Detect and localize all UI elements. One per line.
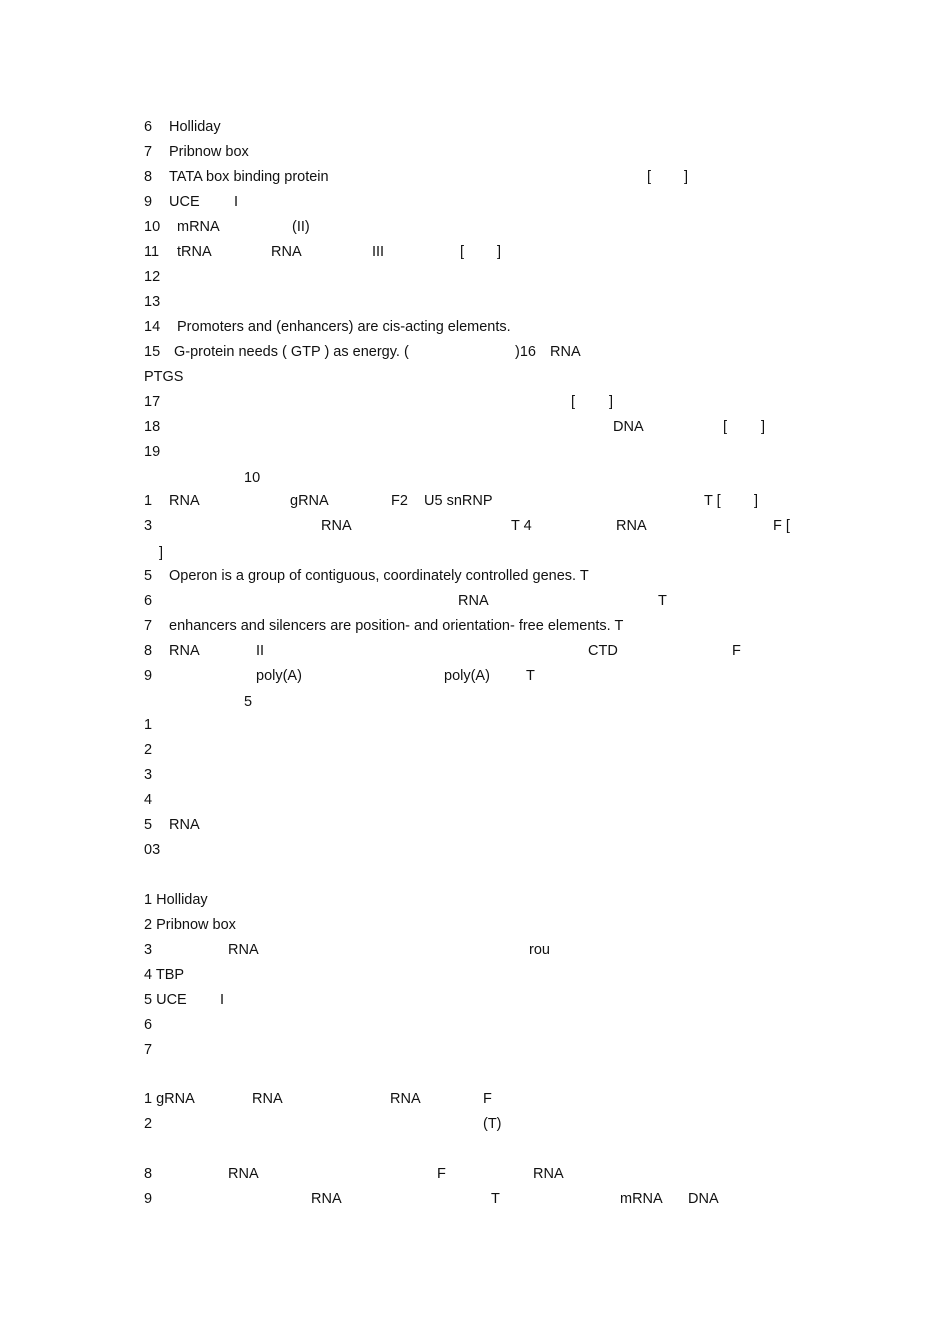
text-segment: 18 [144, 419, 161, 435]
text-segment: 11 [144, 244, 160, 260]
text-line [0, 790, 950, 814]
text-segment: RNA [616, 518, 647, 534]
text-segment: 9 [144, 1191, 153, 1207]
text-segment: 12 [144, 269, 161, 285]
text-line [0, 715, 950, 739]
text-segment: [ [460, 244, 465, 260]
text-segment: RNA [228, 942, 259, 958]
text-segment: F2 [391, 493, 408, 509]
text-line [0, 1089, 950, 1113]
text-segment: 6 [144, 1017, 153, 1033]
text-line [0, 915, 950, 939]
text-segment: tRNA [177, 244, 212, 260]
text-segment: 5 [144, 568, 153, 584]
text-segment: 6 [144, 593, 153, 609]
text-segment: 1 [144, 717, 153, 733]
text-line [0, 965, 950, 989]
text-segment: II [256, 643, 265, 659]
text-line [0, 591, 950, 615]
text-segment: 17 [144, 394, 161, 410]
text-line [0, 815, 950, 839]
text-segment: mRNA [620, 1191, 663, 1207]
text-segment: TATA box binding protein [169, 169, 329, 185]
text-segment: III [372, 244, 385, 260]
text-line [0, 990, 950, 1014]
text-line [0, 217, 950, 241]
text-segment: rou [529, 942, 550, 958]
text-line [0, 543, 950, 567]
text-segment: T [491, 1191, 500, 1207]
text-segment: T 4 [511, 518, 532, 534]
text-segment: 4 TBP [144, 967, 185, 983]
text-segment: 5 UCE [144, 992, 187, 1008]
text-line [0, 1040, 950, 1064]
text-line [0, 840, 950, 864]
text-segment: )16 [515, 344, 536, 360]
text-line [0, 491, 950, 515]
text-line [0, 392, 950, 416]
text-segment: 8 [144, 169, 153, 185]
text-segment: 2 Pribnow box [144, 917, 236, 933]
text-line [0, 740, 950, 764]
text-segment: 3 [144, 767, 153, 783]
text-segment: (T) [483, 1116, 502, 1132]
text-line [0, 468, 950, 492]
text-line [0, 692, 950, 716]
text-segment: 15 [144, 344, 161, 360]
text-line [0, 192, 950, 216]
text-line [0, 765, 950, 789]
text-segment: 10 [244, 470, 261, 486]
text-segment: RNA [321, 518, 352, 534]
text-segment: 7 [144, 1042, 153, 1058]
text-segment: G-protein needs ( GTP ) as energy. ( [174, 344, 409, 360]
text-line [0, 1015, 950, 1039]
text-segment: 1 gRNA [144, 1091, 195, 1107]
text-segment: 10 [144, 219, 161, 235]
text-line [0, 616, 950, 640]
text-segment: T [658, 593, 667, 609]
text-line [0, 267, 950, 291]
text-segment: 9 [144, 668, 153, 684]
text-line [0, 641, 950, 665]
text-segment: DNA [613, 419, 644, 435]
text-segment: T [526, 668, 535, 684]
text-segment: 03 [144, 842, 161, 858]
text-segment: ] [497, 244, 502, 260]
text-segment: [ [723, 419, 728, 435]
text-segment: [ [647, 169, 652, 185]
text-segment: F [ [773, 518, 790, 534]
text-segment: 2 [144, 742, 153, 758]
text-line [0, 890, 950, 914]
text-segment: poly(A) [444, 668, 490, 684]
text-segment: CTD [588, 643, 618, 659]
text-segment: 19 [144, 444, 161, 460]
text-line [0, 117, 950, 141]
text-segment: 6 [144, 119, 153, 135]
text-segment: ] [684, 169, 689, 185]
text-segment: mRNA [177, 219, 220, 235]
text-segment: I [234, 194, 239, 210]
text-segment: RNA [169, 493, 200, 509]
text-line [0, 317, 950, 341]
text-line [0, 1164, 950, 1188]
text-segment: RNA [271, 244, 302, 260]
text-segment: 1 Holliday [144, 892, 208, 908]
text-segment: [ [571, 394, 576, 410]
text-segment: RNA [252, 1091, 283, 1107]
text-segment: 14 [144, 319, 161, 335]
text-line [0, 142, 950, 166]
text-segment: F [483, 1091, 492, 1107]
text-segment: U5 snRNP [424, 493, 493, 509]
text-segment: poly(A) [256, 668, 302, 684]
text-segment: DNA [688, 1191, 719, 1207]
text-segment: gRNA [290, 493, 329, 509]
text-segment: RNA [169, 643, 200, 659]
text-line [0, 292, 950, 316]
text-line [0, 367, 950, 391]
text-segment: 8 [144, 643, 153, 659]
text-segment: UCE [169, 194, 200, 210]
text-segment: RNA [311, 1191, 342, 1207]
text-segment: ] [754, 493, 759, 509]
text-segment: F [732, 643, 741, 659]
text-segment: ] [609, 394, 614, 410]
text-line [0, 242, 950, 266]
text-line [0, 442, 950, 466]
text-segment: RNA [169, 817, 200, 833]
text-segment: 4 [144, 792, 153, 808]
text-segment: (II) [292, 219, 310, 235]
text-segment: Operon is a group of contiguous, coordinately controlled genes. T [169, 568, 589, 584]
text-segment: 1 [144, 493, 153, 509]
text-segment: ] [159, 545, 164, 561]
text-segment: RNA [550, 344, 581, 360]
text-segment: 7 [144, 618, 153, 634]
text-line [0, 940, 950, 964]
text-segment: RNA [390, 1091, 421, 1107]
text-segment: 13 [144, 294, 161, 310]
text-line [0, 1189, 950, 1213]
text-segment: ] [761, 419, 766, 435]
text-segment: Promoters and (enhancers) are cis-acting elements. [177, 319, 511, 335]
text-line [0, 666, 950, 690]
text-segment: RNA [533, 1166, 564, 1182]
text-segment: Pribnow box [169, 144, 249, 160]
text-segment: F [437, 1166, 446, 1182]
text-line [0, 342, 950, 366]
text-segment: RNA [228, 1166, 259, 1182]
text-segment: 5 [144, 817, 153, 833]
text-segment: 5 [244, 694, 253, 710]
text-line [0, 516, 950, 540]
text-segment: 2 [144, 1116, 153, 1132]
text-segment: 9 [144, 194, 153, 210]
text-segment: Holliday [169, 119, 221, 135]
text-segment: enhancers and silencers are position- and orientation- free elements. T [169, 618, 624, 634]
text-segment: 7 [144, 144, 153, 160]
text-segment: RNA [458, 593, 489, 609]
text-segment: T [ [704, 493, 721, 509]
text-line [0, 1114, 950, 1138]
text-segment: PTGS [144, 369, 184, 385]
text-line [0, 167, 950, 191]
text-segment: I [220, 992, 225, 1008]
text-segment: 3 [144, 942, 153, 958]
text-line [0, 566, 950, 590]
text-segment: 8 [144, 1166, 153, 1182]
text-line [0, 417, 950, 441]
text-segment: 3 [144, 518, 153, 534]
